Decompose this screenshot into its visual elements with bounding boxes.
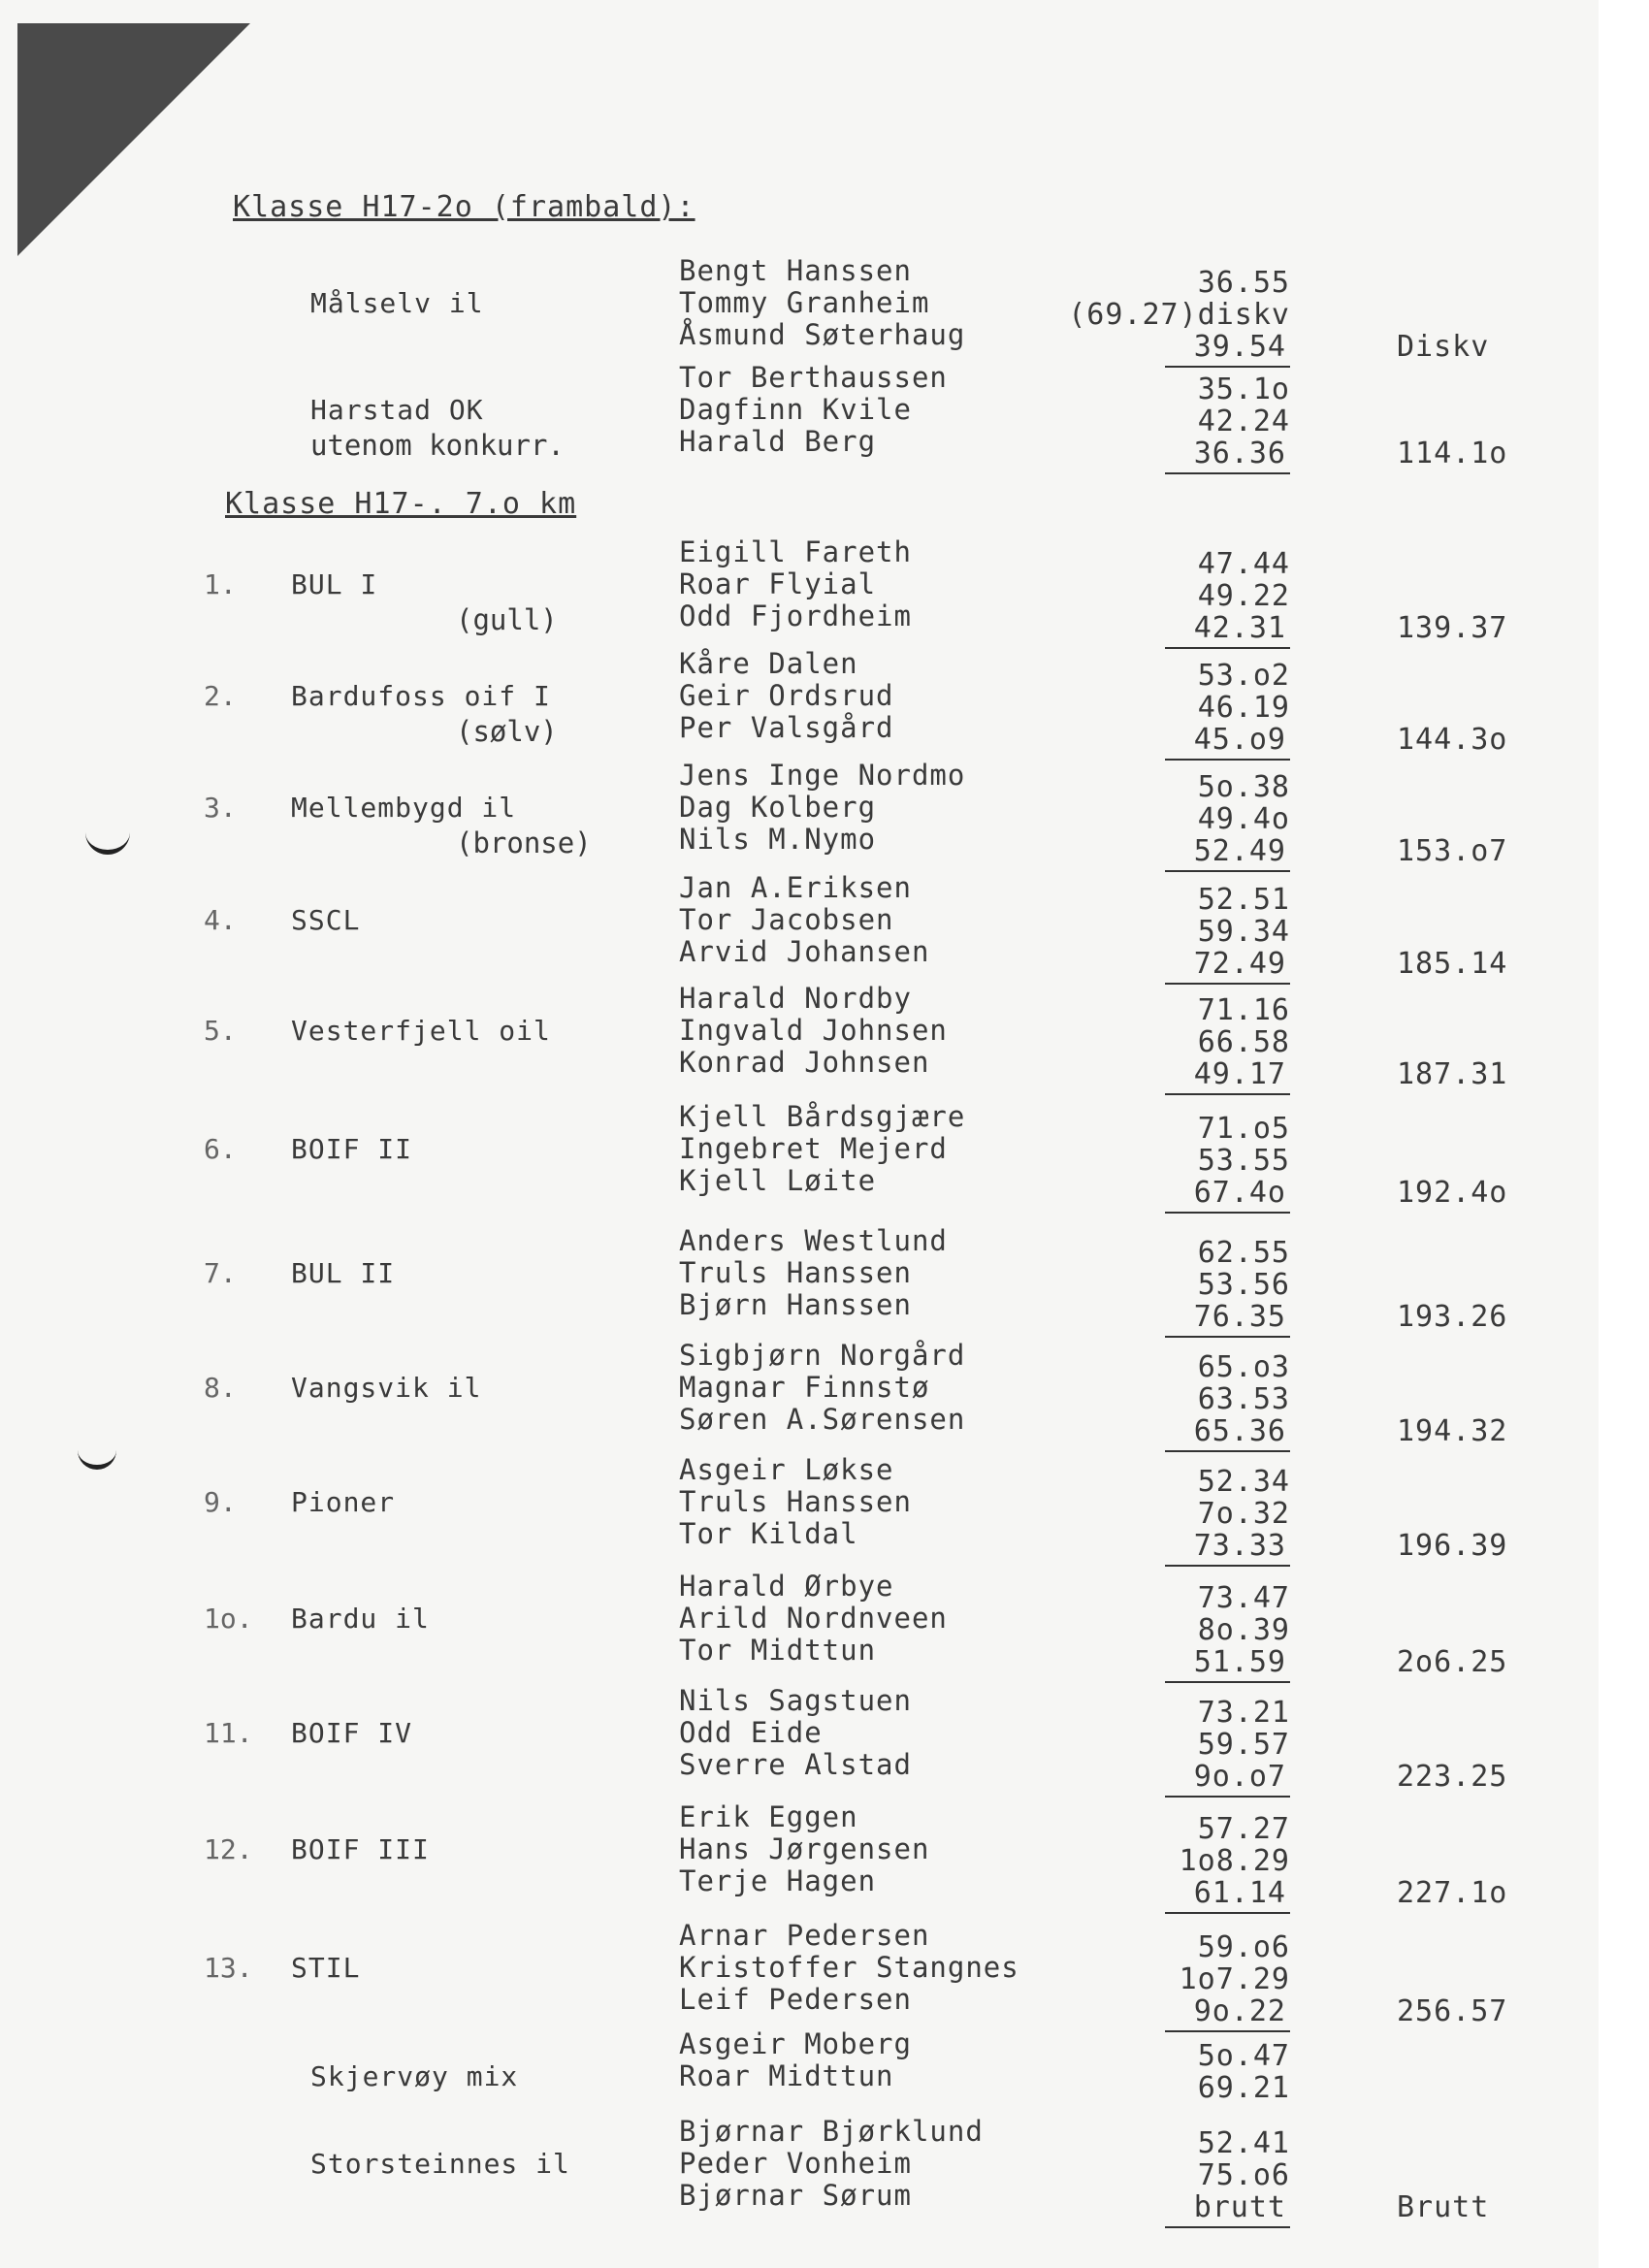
page-edge (1599, 0, 1649, 2268)
team-name: SSCL (291, 904, 361, 936)
team-total-time: 144.3o (1397, 723, 1508, 757)
punch-hole-mark (78, 1442, 116, 1470)
runner-name: Jan A.Eriksen (679, 871, 912, 904)
class-heading-h17-7km: Klasse H17-. 7.o km (225, 487, 577, 521)
runner-name: Konrad Johnsen (679, 1046, 930, 1079)
runner-name: Harald Ørbye (679, 1570, 894, 1603)
team-name: BUL I (291, 568, 378, 600)
runner-name: Tor Kildal (679, 1517, 858, 1550)
runner-time: 53.o2 (1197, 659, 1290, 693)
runner-name: Kjell Løite (679, 1164, 877, 1197)
team-name: Pioner (291, 1486, 396, 1518)
team-name: Mellembygd il (291, 792, 517, 824)
runner-time: 42.24 (1197, 405, 1290, 438)
runner-time: 49.17 (1165, 1057, 1290, 1095)
runner-time: 1o8.29 (1179, 1844, 1290, 1878)
runner-name: Eigill Fareth (679, 535, 912, 568)
team-place: 1o. (204, 1603, 253, 1635)
runner-name: Tor Midttun (679, 1634, 877, 1667)
runner-name: Asgeir Løkse (679, 1453, 894, 1486)
runner-name: Arild Nordnveen (679, 1602, 948, 1635)
team-note: (sølv) (456, 715, 558, 748)
team-note: (bronse) (456, 826, 592, 859)
team-name: BOIF II (291, 1133, 413, 1165)
runner-time: 65.36 (1165, 1414, 1290, 1452)
runner-name: Harald Nordby (679, 982, 912, 1015)
team-place: 13. (204, 1952, 253, 1984)
team-name: Målselv il (310, 287, 484, 319)
runner-name: Odd Fjordheim (679, 599, 912, 632)
runner-time: 52.41 (1197, 2126, 1290, 2160)
runner-name: Truls Hanssen (679, 1485, 912, 1518)
runner-time: 59.34 (1197, 915, 1290, 949)
runner-time: 46.19 (1197, 691, 1290, 725)
folded-corner-shadow (17, 23, 250, 256)
team-total-time: 193.26 (1397, 1300, 1508, 1334)
team-total-time: 196.39 (1397, 1529, 1508, 1563)
runner-time: 49.4o (1197, 802, 1290, 836)
runner-time: 63.53 (1197, 1382, 1290, 1416)
runner-name: Ingvald Johnsen (679, 1014, 948, 1047)
class-heading-h17-20: Klasse H17-2o (frambald): (233, 190, 695, 224)
runner-name: Erik Eggen (679, 1800, 858, 1833)
team-total-time: 139.37 (1397, 611, 1508, 645)
runner-time: 36.55 (1197, 266, 1290, 300)
runner-time: 53.55 (1197, 1144, 1290, 1178)
team-total-time: 187.31 (1397, 1057, 1508, 1091)
runner-time: (69.27)diskv (1068, 298, 1290, 332)
team-place: 1. (204, 568, 237, 600)
runner-name: Kristoffer Stangnes (679, 1951, 1019, 1984)
runner-time: brutt (1165, 2190, 1290, 2228)
runner-time: 66.58 (1197, 1025, 1290, 1059)
runner-name: Tor Berthaussen (679, 361, 948, 394)
runner-name: Dag Kolberg (679, 791, 877, 824)
runner-time: 9o.o7 (1165, 1760, 1290, 1798)
runner-time: 76.35 (1165, 1300, 1290, 1338)
runner-name: Tor Jacobsen (679, 903, 894, 936)
runner-time: 8o.39 (1197, 1613, 1290, 1647)
team-total-time: 192.4o (1397, 1176, 1508, 1210)
runner-name: Leif Pedersen (679, 1983, 912, 2016)
runner-time: 45.o9 (1165, 723, 1290, 761)
team-place: 7. (204, 1257, 237, 1289)
team-place: 8. (204, 1372, 237, 1404)
team-place: 6. (204, 1133, 237, 1165)
team-name: Vangsvik il (291, 1372, 482, 1404)
runner-time: 57.27 (1197, 1812, 1290, 1846)
team-name: Skjervøy mix (310, 2060, 519, 2092)
punch-hole-mark (85, 825, 130, 855)
runner-time: 47.44 (1197, 547, 1290, 581)
runner-name: Geir Ordsrud (679, 679, 894, 712)
runner-name: Harald Berg (679, 425, 877, 458)
runner-name: Dagfinn Kvile (679, 393, 912, 426)
team-place: 11. (204, 1717, 253, 1749)
runner-time: 72.49 (1165, 947, 1290, 985)
runner-name: Ingebret Mejerd (679, 1132, 948, 1165)
team-total-time: 114.1o (1397, 437, 1508, 470)
team-total-time: 223.25 (1397, 1760, 1508, 1794)
team-place: 9. (204, 1486, 237, 1518)
runner-time: 5o.38 (1197, 770, 1290, 804)
runner-time: 35.1o (1197, 373, 1290, 406)
team-note: utenom konkurr. (310, 429, 565, 462)
runner-name: Roar Midttun (679, 2059, 894, 2092)
runner-name: Truls Hanssen (679, 1256, 912, 1289)
runner-name: Bjørnar Sørum (679, 2179, 912, 2212)
runner-time: 59.o6 (1197, 1930, 1290, 1964)
team-total-time: 185.14 (1397, 947, 1508, 981)
runner-time: 73.33 (1165, 1529, 1290, 1567)
runner-name: Terje Hagen (679, 1864, 877, 1897)
runner-name: Nils Sagstuen (679, 1684, 912, 1717)
runner-time: 5o.47 (1197, 2039, 1290, 2073)
runner-name: Nils M.Nymo (679, 823, 877, 856)
team-total-time: Diskv (1397, 330, 1490, 364)
runner-time: 53.56 (1197, 1268, 1290, 1302)
runner-name: Hans Jørgensen (679, 1832, 930, 1865)
team-total-time: 2o6.25 (1397, 1645, 1508, 1679)
runner-time: 51.59 (1165, 1645, 1290, 1683)
runner-name: Asgeir Moberg (679, 2027, 912, 2060)
team-name: Vesterfjell oil (291, 1015, 551, 1047)
team-place: 5. (204, 1015, 237, 1047)
team-total-time: 153.o7 (1397, 834, 1508, 868)
runner-time: 42.31 (1165, 611, 1290, 649)
runner-time: 52.34 (1197, 1465, 1290, 1499)
team-total-time: 227.1o (1397, 1876, 1508, 1910)
team-place: 12. (204, 1833, 253, 1865)
runner-name: Per Valsgård (679, 711, 894, 744)
runner-name: Bjørn Hanssen (679, 1288, 912, 1321)
runner-time: 49.22 (1197, 579, 1290, 613)
runner-name: Anders Westlund (679, 1224, 948, 1257)
runner-time: 62.55 (1197, 1236, 1290, 1270)
team-name: BOIF IV (291, 1717, 413, 1749)
runner-time: 39.54 (1165, 330, 1290, 368)
runner-name: Sverre Alstad (679, 1748, 912, 1781)
team-place: 2. (204, 680, 237, 712)
runner-name: Bjørnar Bjørklund (679, 2115, 984, 2148)
runner-time: 59.57 (1197, 1728, 1290, 1762)
team-note: (gull) (456, 603, 558, 636)
runner-name: Arvid Johansen (679, 935, 930, 968)
runner-time: 52.49 (1165, 834, 1290, 872)
team-place: 3. (204, 792, 237, 824)
runner-time: 65.o3 (1197, 1350, 1290, 1384)
runner-name: Sigbjørn Norgård (679, 1339, 966, 1372)
team-place: 4. (204, 904, 237, 936)
runner-time: 67.4o (1165, 1176, 1290, 1214)
runner-name: Kjell Bårdsgjære (679, 1100, 966, 1133)
team-name: STIL (291, 1952, 361, 1984)
runner-name: Kåre Dalen (679, 647, 858, 680)
runner-name: Søren A.Sørensen (679, 1403, 966, 1436)
team-name: BUL II (291, 1257, 396, 1289)
runner-time: 36.36 (1165, 437, 1290, 474)
runner-time: 73.47 (1197, 1581, 1290, 1615)
team-total-time: Brutt (1397, 2190, 1490, 2224)
runner-name: Tommy Granheim (679, 286, 930, 319)
team-name: Storsteinnes il (310, 2148, 570, 2180)
runner-time: 52.51 (1197, 883, 1290, 917)
runner-name: Jens Inge Nordmo (679, 759, 966, 792)
runner-time: 1o7.29 (1179, 1962, 1290, 1996)
runner-time: 69.21 (1197, 2071, 1290, 2105)
runner-name: Bengt Hanssen (679, 254, 912, 287)
runner-name: Odd Eide (679, 1716, 823, 1749)
team-name: BOIF III (291, 1833, 430, 1865)
runner-time: 61.14 (1165, 1876, 1290, 1914)
team-total-time: 256.57 (1397, 1994, 1508, 2028)
team-name: Harstad OK (310, 394, 484, 426)
runner-time: 73.21 (1197, 1696, 1290, 1730)
team-total-time: 194.32 (1397, 1414, 1508, 1448)
team-name: Bardufoss oif I (291, 680, 551, 712)
runner-time: 75.o6 (1197, 2158, 1290, 2192)
runner-name: Peder Vonheim (679, 2147, 912, 2180)
runner-time: 9o.22 (1165, 1994, 1290, 2032)
runner-time: 71.16 (1197, 993, 1290, 1027)
runner-time: 7o.32 (1197, 1497, 1290, 1531)
runner-name: Åsmund Søterhaug (679, 318, 966, 351)
runner-name: Arnar Pedersen (679, 1919, 930, 1952)
runner-name: Roar Flyial (679, 567, 877, 600)
runner-name: Magnar Finnstø (679, 1371, 930, 1404)
runner-time: 71.o5 (1197, 1112, 1290, 1146)
team-name: Bardu il (291, 1603, 430, 1635)
